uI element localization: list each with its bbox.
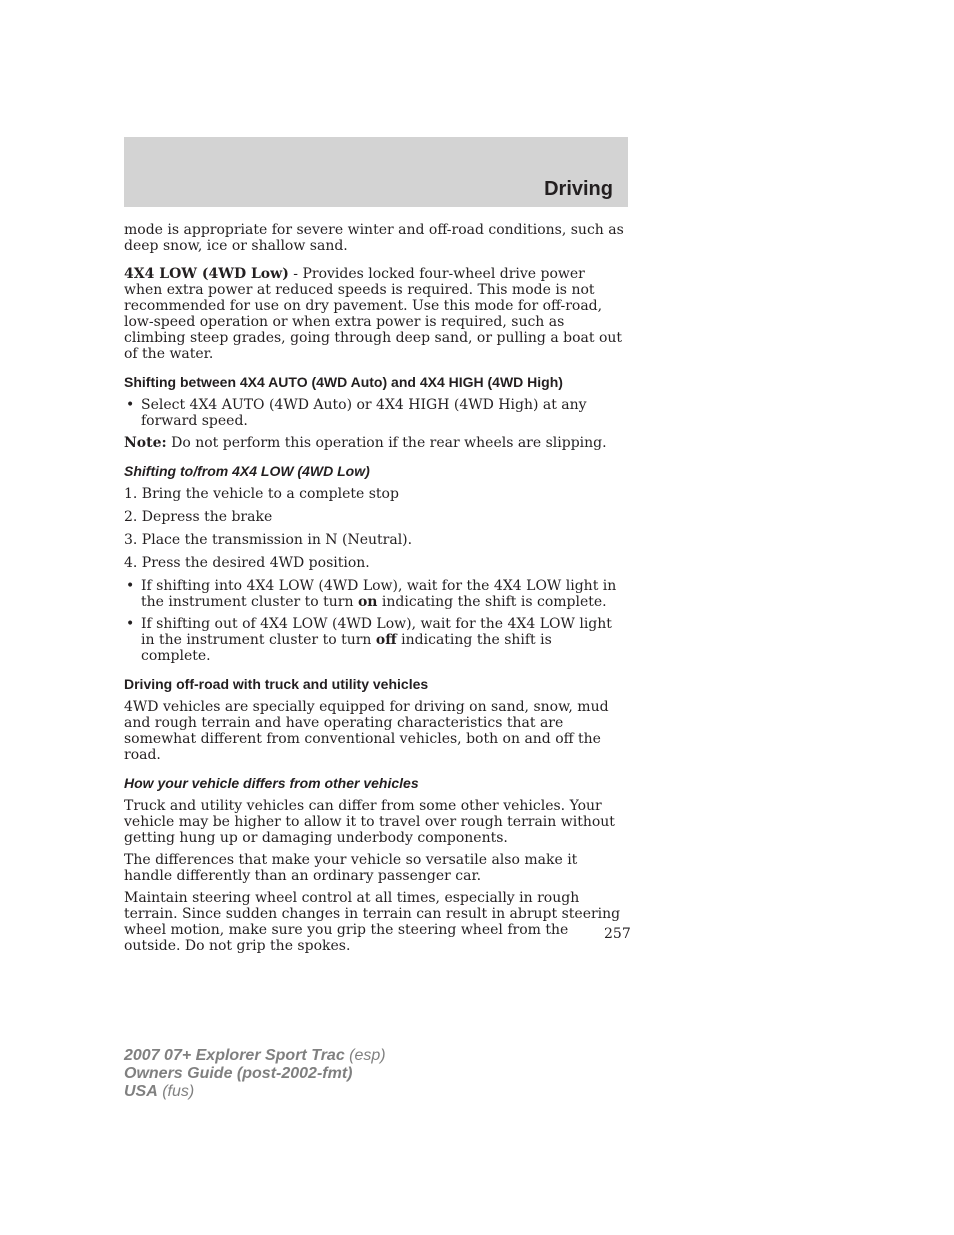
bullet-list-auto-high [124, 397, 624, 429]
bullet-text: If shifting into 4X4 LOW (4WD Low), wait for the 4X4 LOW light in the instrument cluster to turn [141, 578, 617, 610]
differs-paragraph: Truck and utility vehicles can differ from some other vehicles. Your vehicle may be higher to allow it to travel over rough terrain without getting hung up or damaging underbody components. [124, 798, 615, 846]
step-item: 2. Depress the brake [124, 509, 273, 525]
heading-off-road: Driving off-road with truck and utility vehicles [124, 676, 429, 692]
footer-line [124, 1047, 386, 1065]
heading-vehicle-differs: How your vehicle differs from other vehicles [124, 775, 419, 791]
footer-line [124, 1065, 386, 1083]
document-footer [124, 1047, 386, 1101]
low-mode-text: - Provides locked four-wheel drive power when extra power at reduced speeds is required. This mode is not recommended for use on dry pavement. Use this mode for off-road, low-speed operation or when extra power is required, such as climbing steep grades, going through deep sand, or pulling a boat out of the water. [124, 266, 623, 362]
differs-paragraph: Maintain steering wheel control at all times, especially in rough terrain. Since sudden changes in terrain can result in abrupt steering wheel motion, make sure you grip the steering wheel from the outside. Do not grip the spokes. [124, 890, 621, 954]
note-label: Note: [124, 435, 167, 451]
intro-paragraph: mode is appropriate for severe winter and off-road conditions, such as deep snow, ice or shallow sand. [124, 222, 624, 254]
bullet-text: indicating the shift is complete. [141, 632, 552, 664]
page-content [124, 222, 624, 960]
bullet-item-shift-into [124, 578, 624, 610]
bullet-item-shift-out [124, 616, 624, 664]
low-mode-paragraph [124, 266, 624, 362]
low-mode-label: 4X4 LOW (4WD Low) [124, 266, 289, 282]
footer-model: 2007 07+ Explorer Sport Trac [124, 1047, 345, 1064]
footer-line [124, 1083, 386, 1101]
footer-code: (fus) [157, 1083, 195, 1100]
section-header-band [124, 137, 628, 207]
step-item: 3. Place the transmission in N (Neutral). [124, 532, 413, 548]
bullet-emphasis: on [357, 594, 378, 610]
footer-guide: Owners Guide (post-2002-fmt) [124, 1065, 353, 1082]
step-item: 1. Bring the vehicle to a complete stop [124, 486, 399, 502]
bullet-emphasis: off [375, 632, 397, 648]
bullet-text: indicating the shift is complete. [377, 594, 607, 610]
note-paragraph [124, 435, 624, 451]
section-title: Driving [544, 178, 613, 200]
page-number: 257 [604, 926, 631, 942]
bullet-text: If shifting out of 4X4 LOW (4WD Low), wait for the 4X4 LOW light in the instrument cluster to turn [141, 616, 612, 648]
note-text: Do not perform this operation if the rear wheels are slipping. [166, 435, 607, 451]
bullet-item: • Select 4X4 AUTO (4WD Auto) or 4X4 HIGH (4WD High) at any forward speed. [124, 397, 624, 429]
differs-paragraph: The differences that make your vehicle so versatile also make it handle differently than an ordinary passenger car. [124, 852, 578, 884]
steps-list [124, 486, 624, 571]
heading-shift-low: Shifting to/from 4X4 LOW (4WD Low) [124, 463, 370, 479]
off-road-paragraph: 4WD vehicles are specially equipped for driving on sand, snow, mud and rough terrain and have operating characteristics that are somewhat different from conventional vehicles, both on and off the road. [124, 699, 609, 763]
step-item: 4. Press the desired 4WD position. [124, 555, 370, 571]
footer-code: (esp) [344, 1047, 386, 1064]
footer-market: USA [124, 1083, 158, 1100]
bullet-list-low [124, 578, 624, 664]
heading-shift-auto-high: Shifting between 4X4 AUTO (4WD Auto) and 4X4 HIGH (4WD High) [124, 374, 563, 390]
